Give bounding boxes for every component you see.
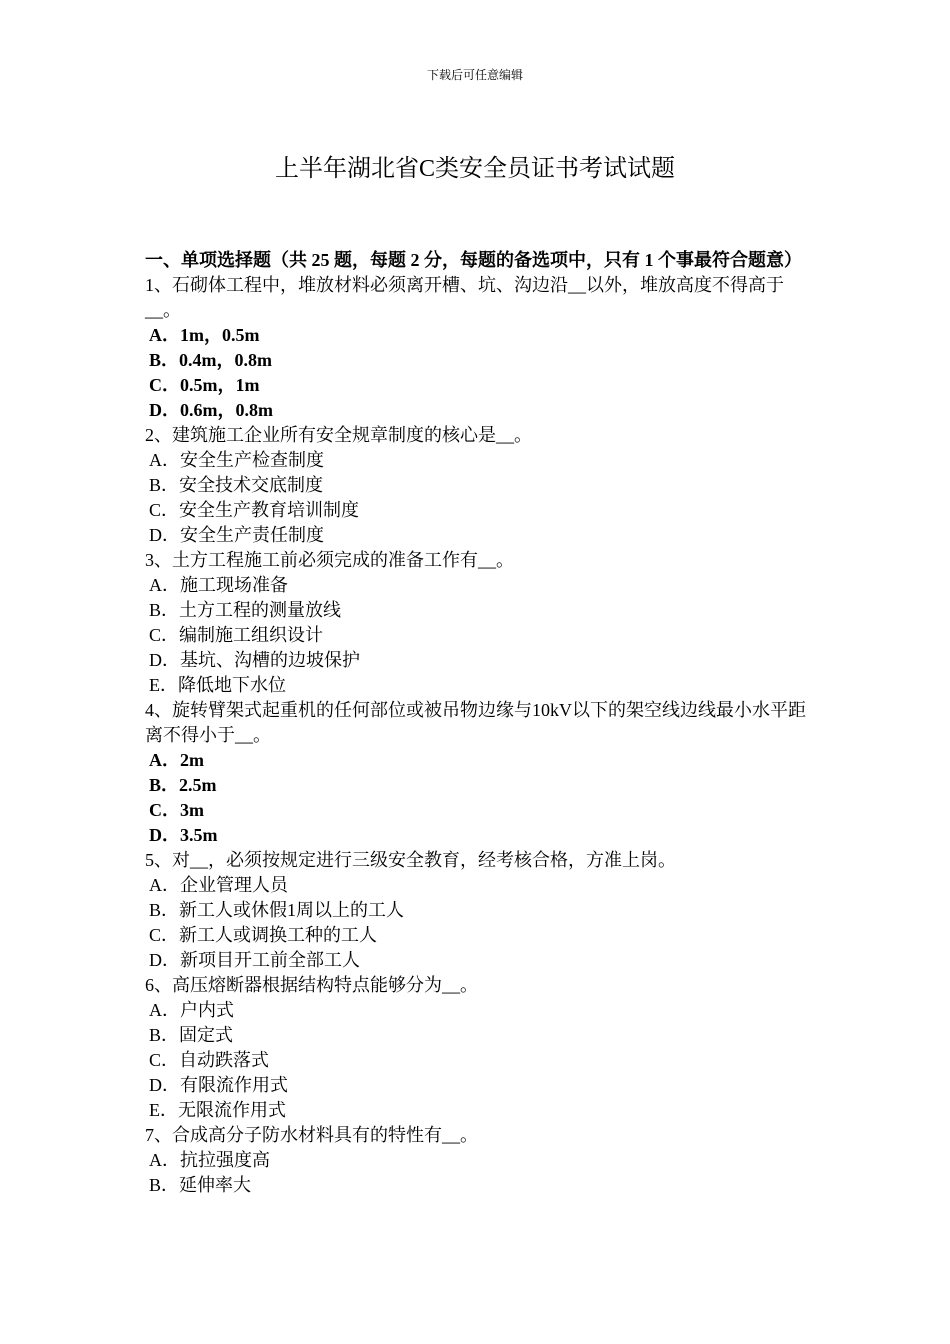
- section-heading: 一、单项选择题（共 25 题，每题 2 分，每题的备选项中，只有 1 个事最符合题意）: [145, 250, 802, 270]
- document-title: 上半年湖北省C类安全员证书考试试题: [274, 156, 675, 182]
- option-a: A．2m: [149, 750, 204, 770]
- option-c: C．新工人或调换工种的工人: [149, 925, 378, 945]
- question-7: [145, 1123, 810, 1198]
- question-6: [145, 973, 810, 1123]
- option-b: B．土方工程的测量放线: [149, 600, 342, 620]
- option-d: D．安全生产责任制度: [149, 525, 324, 545]
- option-d: D．新项目开工前全部工人: [149, 950, 360, 970]
- option-a: A．1m，0.5m: [149, 325, 260, 345]
- option-e: E．降低地下水位: [149, 675, 286, 695]
- question-1: [145, 273, 810, 423]
- question-stem: 4、旋转臂架式起重机的任何部位或被吊物边缘与10kV以下的架空线边线最小水平距离不得小于__。: [145, 700, 806, 745]
- option-b: B．固定式: [149, 1025, 234, 1045]
- question-stem: 5、对__，必须按规定进行三级安全教育，经考核合格，方准上岗。: [145, 850, 676, 870]
- option-c: C．3m: [149, 800, 204, 820]
- question-5: [145, 848, 810, 973]
- option-e: E．无限流作用式: [149, 1100, 286, 1120]
- question-2: [145, 423, 810, 548]
- option-a: A．安全生产检查制度: [149, 450, 324, 470]
- question-stem: 2、建筑施工企业所有安全规章制度的核心是__。: [145, 425, 532, 445]
- question-stem: 7、合成高分子防水材料具有的特性有__。: [145, 1125, 478, 1145]
- option-a: A．户内式: [149, 1000, 234, 1020]
- question-stem: 1、石砌体工程中，堆放材料必须离开槽、坑、沟边沿__以外，堆放高度不得高于__。: [145, 275, 784, 320]
- option-b: B．安全技术交底制度: [149, 475, 324, 495]
- option-b: B．0.4m，0.8m: [149, 350, 272, 370]
- option-a: A．施工现场准备: [149, 575, 288, 595]
- option-c: C．编制施工组织设计: [149, 625, 324, 645]
- question-stem: 6、高压熔断器根据结构特点能够分为__。: [145, 975, 478, 995]
- question-stem: 3、土方工程施工前必须完成的准备工作有__。: [145, 550, 514, 570]
- option-d: D．0.6m，0.8m: [149, 400, 273, 420]
- document-body: [145, 248, 810, 1198]
- option-d: D．有限流作用式: [149, 1075, 288, 1095]
- option-d: D．3.5m: [149, 825, 218, 845]
- option-c: C．0.5m，1m: [149, 375, 260, 395]
- option-b: B．新工人或休假1周以上的工人: [149, 900, 405, 920]
- question-3: [145, 548, 810, 698]
- option-b: B．2.5m: [149, 775, 217, 795]
- question-4: [145, 698, 810, 848]
- option-c: C．安全生产教育培训制度: [149, 500, 360, 520]
- option-c: C．自动跌落式: [149, 1050, 270, 1070]
- option-b: B．延伸率大: [149, 1175, 252, 1195]
- option-a: A．抗拉强度高: [149, 1150, 270, 1170]
- header-note: 下载后可任意编辑: [426, 68, 523, 82]
- option-d: D．基坑、沟槽的边坡保护: [149, 650, 360, 670]
- option-a: A．企业管理人员: [149, 875, 288, 895]
